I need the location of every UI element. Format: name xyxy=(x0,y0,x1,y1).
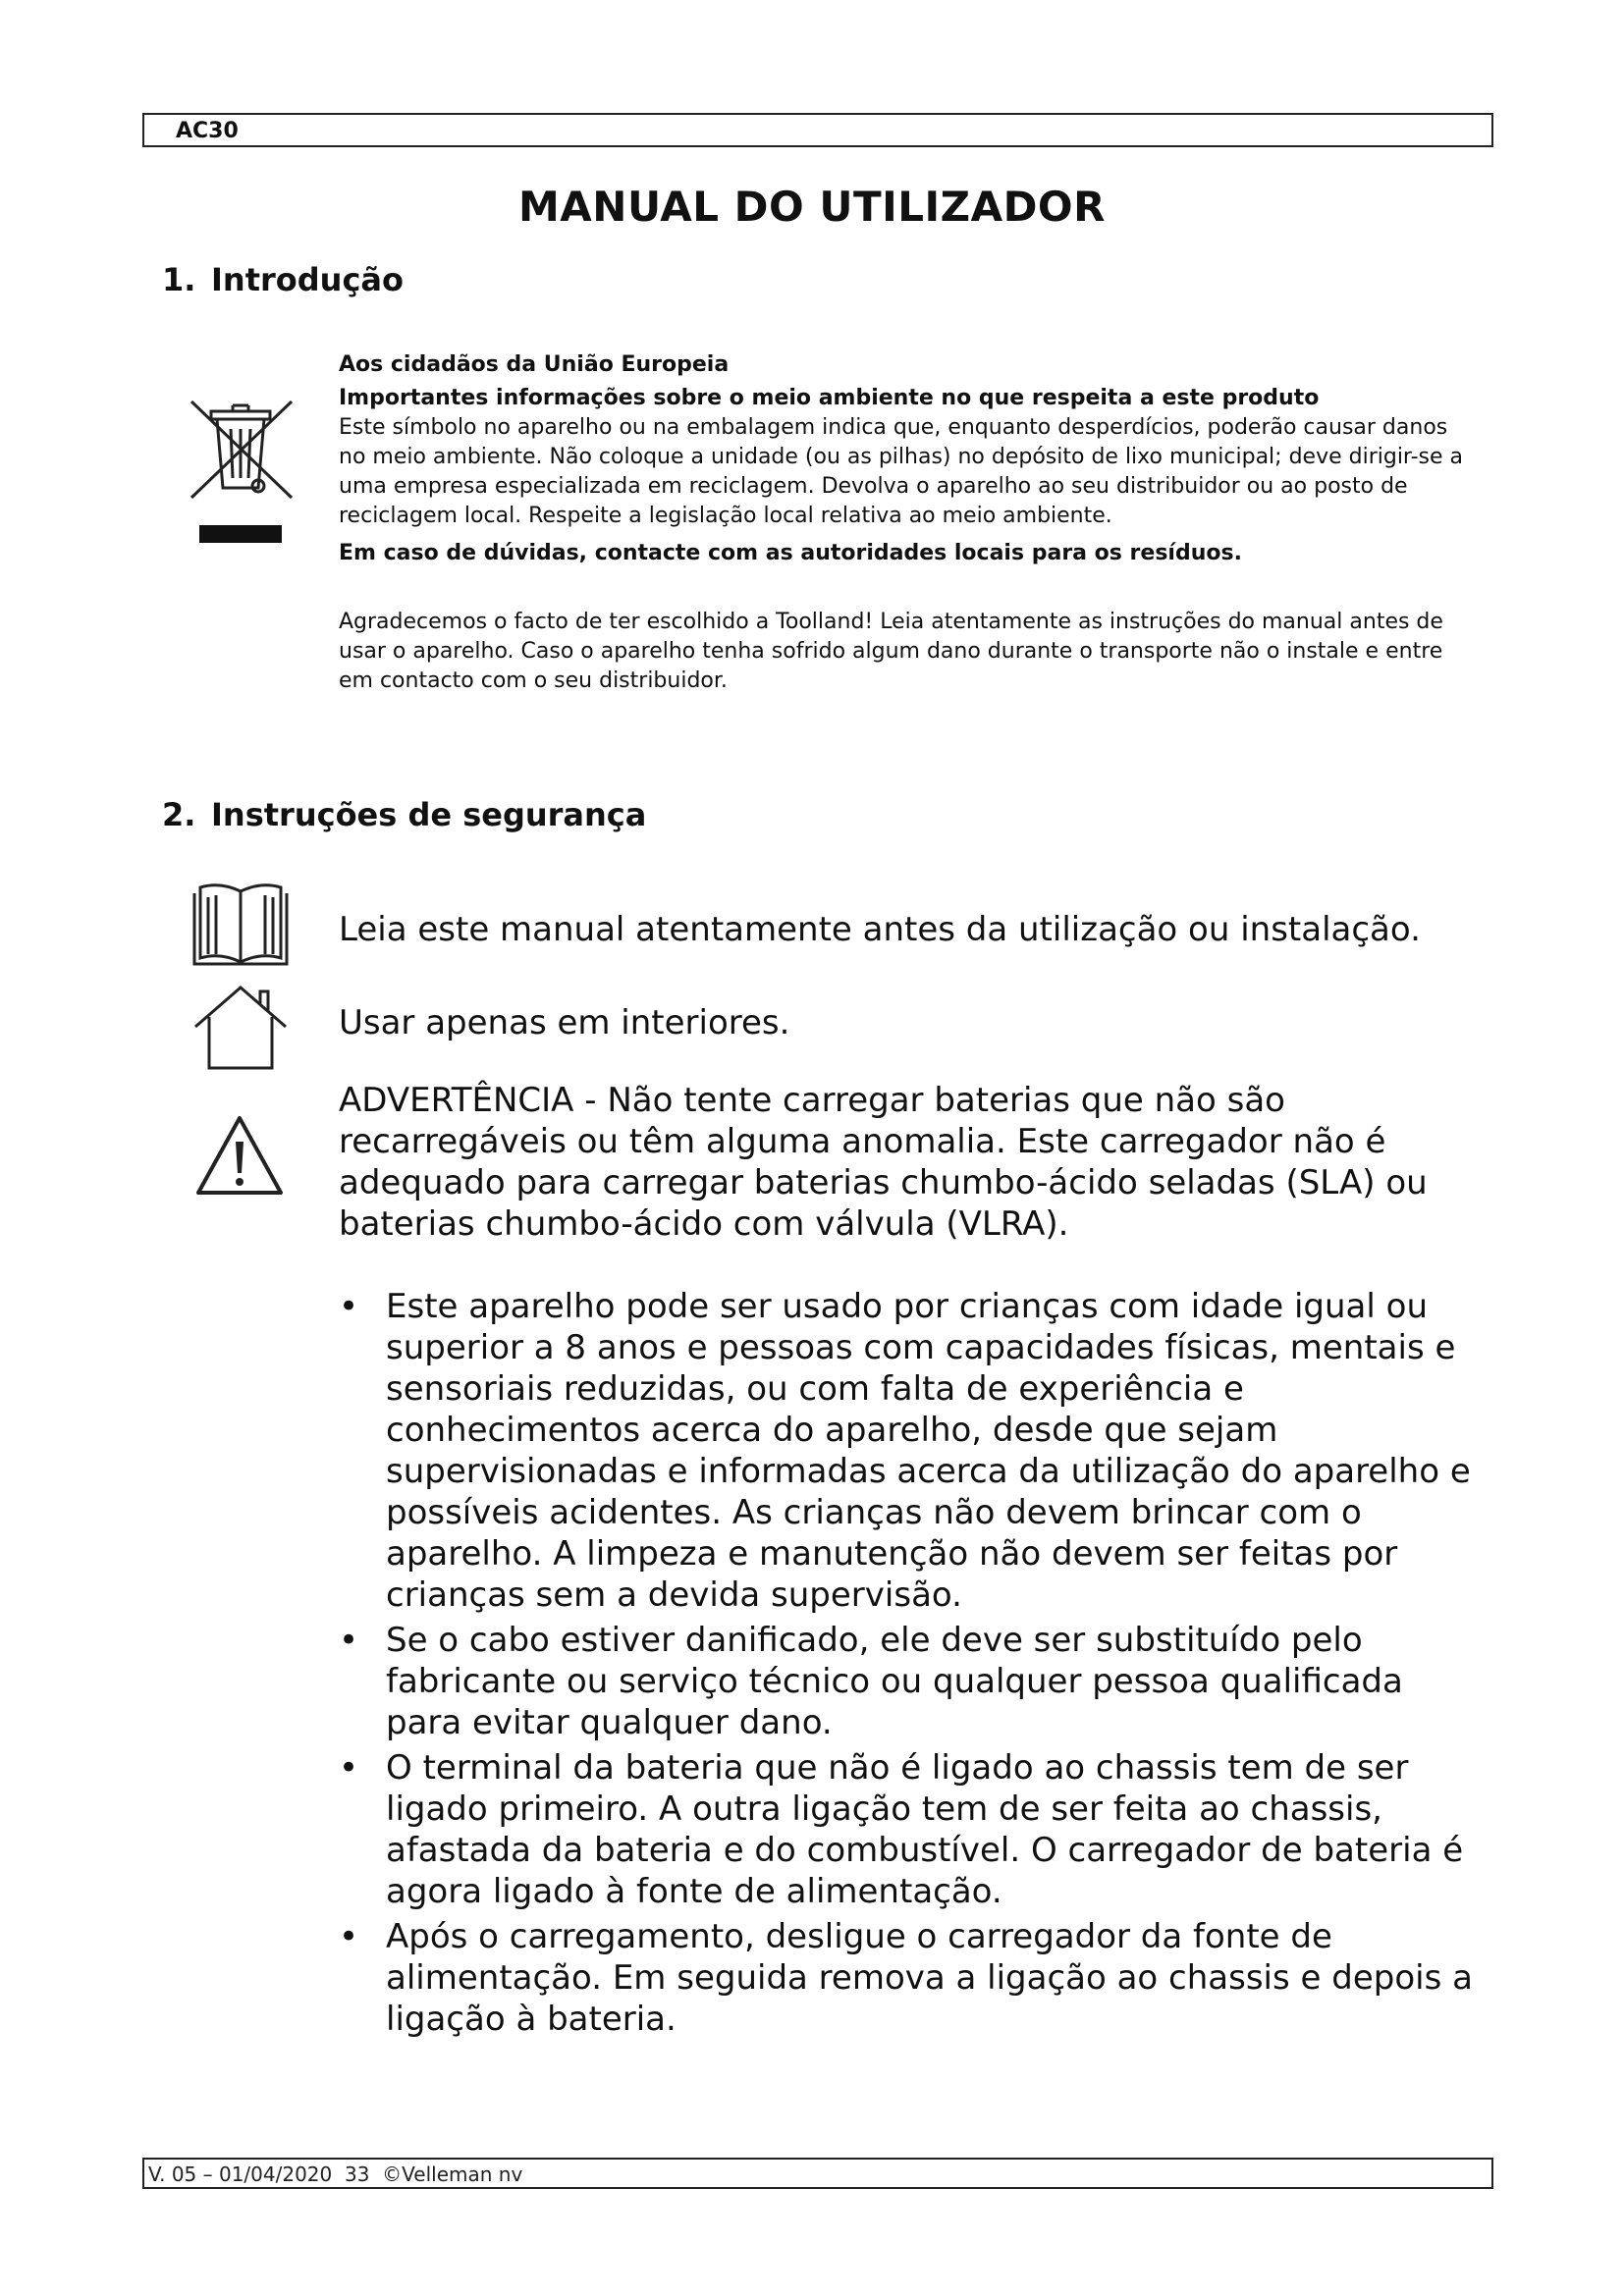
eu-heading: Aos cidadãos da União Europeia xyxy=(339,352,730,377)
bullet-text: Se o cabo estiver danificado, ele deve ser substituído pelo fabricante ou serviço técnico ou qualquer pessoa qualificada para evitar qualquer dano. xyxy=(386,1621,1403,1742)
bullet-icon: • xyxy=(339,1748,359,1788)
bullet-text: Este aparelho pode ser usado por crianças com idade igual ou superior a 8 anos e pessoas com capacidades físicas, mentais e sensoriais reduzidas, ou com falta de experiência e conhecimentos acerca do aparelho, desde que sejam supervisionadas e informadas acerca da utilização do aparelho e possíveis acidentes. As crianças não devem brincar com o aparelho. A limpeza e manutenção não devem ser feitas por crianças sem a devida supervisão. xyxy=(386,1287,1471,1615)
page-header xyxy=(142,113,1493,147)
section-number: 1. xyxy=(162,261,196,298)
list-item xyxy=(339,1286,1478,1616)
read-manual-text: Leia este manual atentamente antes da utilização ou instalação. xyxy=(339,910,1421,949)
bullet-icon: • xyxy=(339,1917,359,1956)
warning-triangle-icon xyxy=(194,1114,285,1197)
page-footer xyxy=(142,2158,1493,2189)
footer-page-number: 33 xyxy=(344,2163,370,2186)
indoor-house-icon xyxy=(191,982,290,1072)
section-title: Introdução xyxy=(211,261,404,298)
list-item xyxy=(339,1620,1478,1743)
list-item xyxy=(339,1747,1478,1912)
thanks-text: Agradecemos o facto de ter escolhido a Toolland! Leia atentamente as instruções do manual antes de usar o aparelho. Caso o aparelho tenha sofrido algum dano durante o transporte não o instale e entre em contacto com o seu distribuidor. xyxy=(339,610,1443,693)
footer-copyright: ©Velleman nv xyxy=(382,2163,523,2186)
indoor-text: Usar apenas em interiores. xyxy=(339,1003,790,1042)
read-manual-icon xyxy=(187,881,295,972)
section-heading-introduction xyxy=(162,261,404,298)
document-title: MANUAL DO UTILIZADOR xyxy=(518,183,1106,231)
section-number: 2. xyxy=(162,796,196,833)
safety-bullet-list xyxy=(339,1286,1478,2044)
warning-text: ADVERTÊNCIA - Não tente carregar baterias que não são recarregáveis ou têm alguma anomalia. Este carregador não é adequado para carregar baterias chumbo-ácido seladas (SLA) ou baterias chumbo-ácido com válvula (VLRA). xyxy=(339,1081,1428,1244)
bullet-text: Após o carregamento, desligue o carregador da fonte de alimentação. Em seguida remova a ligação ao chassis e depois a ligação à bateria. xyxy=(386,1917,1473,2039)
footer-line xyxy=(148,2163,522,2186)
model-name: AC30 xyxy=(176,119,239,143)
bullet-icon: • xyxy=(339,1621,359,1660)
intro-block xyxy=(339,350,1468,696)
bullet-text: O terminal da bateria que não é ligado ao chassis tem de ser ligado primeiro. A outra ligação tem de ser feita ao chassis, afastada da bateria e do combustível. O carregador de bateria é agora ligado à fonte de alimentação. xyxy=(386,1748,1464,1911)
section-title: Instruções de segurança xyxy=(211,796,647,833)
weee-bin-icon xyxy=(182,388,299,555)
env-body: Este símbolo no aparelho ou na embalagem indica que, enquanto desperdícios, poderão causar danos no meio ambiente. Não coloque a unidade (ou as pilhas) no depósito de lixo municipal; deve dirigir-se a uma empresa especializada em reciclagem. Devolva o aparelho ao seu distribuidor ou ao posto de reciclagem local. Respeite a legislação local relativa ao meio ambiente. xyxy=(339,415,1463,528)
list-item xyxy=(339,1916,1478,2040)
env-heading: Importantes informações sobre o meio ambiente no que respeita a este produto xyxy=(339,386,1320,410)
section-heading-safety xyxy=(162,796,646,833)
footer-version: V. 05 – 01/04/2020 xyxy=(148,2163,333,2186)
bullet-icon: • xyxy=(339,1287,359,1326)
doubts-text: Em caso de dúvidas, contacte com as autoridades locais para os resíduos. xyxy=(339,541,1242,565)
